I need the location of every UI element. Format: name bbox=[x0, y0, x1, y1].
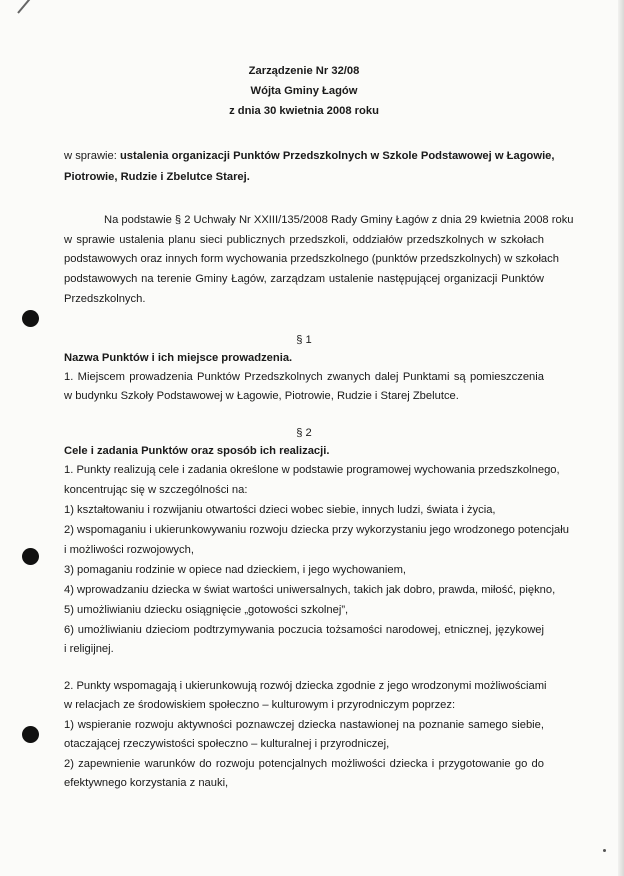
section2-line: i religijnej. bbox=[64, 643, 114, 655]
subject-line-2: Piotrowie, Rudzie i Zbelutce Starej. bbox=[64, 171, 250, 183]
section2-line: 4) wprowadzaniu dziecka w świat wartości uniwersalnych, takich jak dobro, prawda, miłość, piękno, bbox=[64, 584, 556, 596]
section-mark-1: § 1 bbox=[296, 334, 312, 346]
preamble-line: Przedszkolnych. bbox=[64, 293, 146, 305]
preamble-line: w sprawie ustalenia planu sieci publicznych przedszkoli, oddziałów przedszkolnych w szkołach bbox=[64, 234, 544, 246]
document-title: Zarządzenie Nr 32/08 bbox=[248, 65, 360, 77]
subject-text-1: ustalenia organizacji Punktów Przedszkolnych w Szkole Podstawowej w Łagowie, bbox=[119, 150, 555, 162]
punch-hole-middle bbox=[22, 548, 39, 565]
section2-line: 3) pomaganiu rodzinie w opiece nad dzieckiem, i jego wychowaniem, bbox=[64, 564, 407, 576]
document-authority: Wójta Gminy Łagów bbox=[250, 85, 358, 97]
subject-line-1 bbox=[64, 150, 555, 162]
scan-speck bbox=[603, 849, 606, 852]
subject-prefix: w sprawie: bbox=[64, 150, 117, 162]
section2-line: i możliwości rozwojowych, bbox=[64, 544, 194, 556]
section2-line: 2) wspomaganiu i ukierunkowywaniu rozwoju dziecka przy wykorzystaniu jego wrodzonego potencjału bbox=[64, 524, 569, 536]
scan-edge bbox=[618, 0, 624, 876]
corner-mark bbox=[17, 0, 38, 14]
section2-line: 1) kształtowaniu i rozwijaniu otwartości dzieci wobec siebie, innych ludzi, świata i życia, bbox=[64, 504, 496, 516]
punch-hole-top bbox=[22, 310, 39, 327]
section2-line: 2. Punkty wspomagają i ukierunkowują rozwój dziecka zgodnie z jego wrodzonymi możliwościami bbox=[64, 680, 547, 692]
preamble-line: podstawowych oraz innych form wychowania przedszkolnego (punktów przedszkolnych) w szkołach bbox=[64, 253, 559, 265]
punch-hole-bottom bbox=[22, 726, 39, 743]
section-heading-1: Nazwa Punktów i ich miejsce prowadzenia. bbox=[64, 352, 293, 364]
section2-line: 2) zapewnienie warunków do rozwoju potencjalnych możliwości dziecka i przygotowanie go do bbox=[64, 758, 544, 770]
preamble-line: Na podstawie § 2 Uchwały Nr XXIII/135/2008 Rady Gminy Łagów z dnia 29 kwietnia 2008 roku bbox=[104, 214, 574, 226]
section2-line: 1) wspieranie rozwoju aktywności poznawczej dziecka nastawionej na poznanie samego siebie, bbox=[64, 719, 544, 731]
section1-line: 1. Miejscem prowadzenia Punktów Przedszkolnych zwanych dalej Punktami są pomieszczenia bbox=[64, 371, 544, 383]
section-mark-2: § 2 bbox=[296, 427, 312, 439]
section-heading-2: Cele i zadania Punktów oraz sposób ich realizacji. bbox=[64, 445, 330, 457]
section2-line: w relacjach ze środowiskiem społeczno – kulturowym i przyrodniczym poprzez: bbox=[64, 699, 456, 711]
section1-line: w budynku Szkoły Podstawowej w Łagowie, Piotrowie, Rudzie i Starej Zbelutce. bbox=[64, 390, 459, 402]
section2-line: koncentrując się w szczególności na: bbox=[64, 484, 248, 496]
section2-line: efektywnego korzystania z nauki, bbox=[64, 777, 229, 789]
preamble-line: podstawowych na terenie Gminy Łagów, zarządzam ustalenie następującej organizacji Punktów bbox=[64, 273, 544, 285]
document-date: z dnia 30 kwietnia 2008 roku bbox=[229, 105, 379, 117]
section2-line: 1. Punkty realizują cele i zadania określone w podstawie programowej wychowania przedszkolnego, bbox=[64, 464, 560, 476]
section2-line: 6) umożliwianiu dzieciom podtrzymywania poczucia tożsamości narodowej, etnicznej, językowej bbox=[64, 624, 544, 636]
section2-line: otaczającej rzeczywistości społeczno – kulturalnej i przyrodniczej, bbox=[64, 738, 390, 750]
section2-line: 5) umożliwianiu dziecku osiągnięcie „gotowości szkolnej”, bbox=[64, 604, 349, 616]
